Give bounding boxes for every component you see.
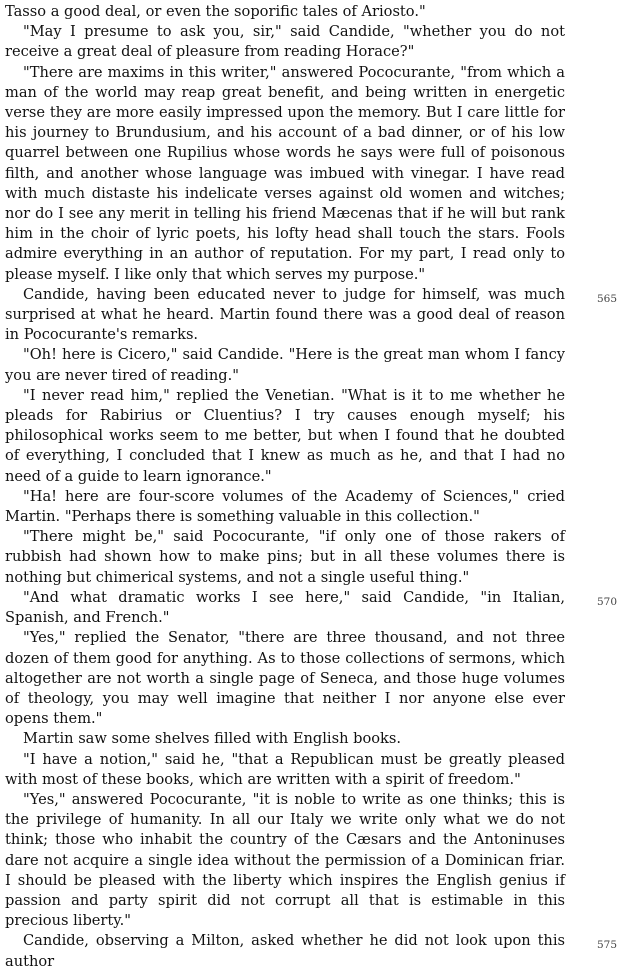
paragraph: "Oh! here is Cicero," said Candide. "Here is the great man whom I fancy you are never tired of reading." [5,346,565,384]
paragraph: Candide, having been educated never to judge for himself, was much surprised at what he heard. Martin found there was a good deal of reason in Pococurante's remarks. [5,285,565,344]
paragraph: "There might be," said Pococurante, "if only one of those rakers of rubbish had shown how to make pins; but in all these volumes there is nothing but chimerical systems, and not a single useful thing." [5,528,565,586]
paragraph: Candide, observing a Milton, asked whether he did not look upon this author [5,932,565,970]
paragraph: "May I presume to ask you, sir," said Candide, "whether you do not receive a great deal of pleasure from reading Horace?" [5,23,565,61]
paragraph: Tasso a good deal, or even the soporific tales of Ariosto." [5,3,426,20]
paragraph: "I never read him," replied the Venetian. "What is it to me whether he pleads for Rabirius or Cluentius? I try causes enough myself; his philosophical works seem to me better, but when I found that he doubted of everything, I concluded that I knew as much as he, and that I had no need of a guide to learn ignorance." [5,386,565,485]
paragraph: Martin saw some shelves filled with English books. [23,730,401,748]
paragraph: "There are maxims in this writer," answered Pococurante, "from which a man of the world may reap great benefit, and being written in energetic verse they are more easily impressed upon the memory. But I care little for his journey to Brundusium, and his account of a bad dinner, or of his low quarrel between one Rupilius whose words he says were full of poisonous filth, and another whose language was imbued with vinegar. I have read with much distaste his indelicate verses against old women and witches; nor do I see any merit in telling his friend Mæcenas that if he will but rank him in the choir of lyric poets, his lofty head shall touch the stars. Fools admire everything in an author of reputation. For my part, I read only to please myself. I like only that which serves my purpose." [5,63,565,283]
paragraph: "Ha! here are four-score volumes of the Academy of Sciences," cried Martin. "Perhaps there is something valuable in this collection." [5,487,565,526]
paragraph: "Yes," replied the Senator, "there are three thousand, and not three dozen of them good for anything. As to those collections of sermons, which altogether are not worth a single page of Seneca, and those huge volumes of theology, you may well imagine that neither I nor anyone else ever opens them." [5,629,565,728]
paragraph: "And what dramatic works I see here," said Candide, "in Italian, Spanish, and French." [5,588,565,627]
paragraph: "Yes," answered Pococurante, "it is noble to write as one thinks; this is the privilege of humanity. In all our Italy we write only what we do not think; those who inhabit the country of the Cæsars and the Antoninuses dare not acquire a single idea without the permission of a Dominican friar. I should be pleased with the liberty which inspires the English genius if passion and party spirit did not corrupt all that is estimable in this precious liberty." [5,790,565,930]
line-number: 570 [596,595,617,608]
paragraph: "I have a notion," said he, "that a Republican must be greatly pleased with most of these books, which are written with a spirit of freedom." [5,750,565,788]
paragraph-group [5,588,617,628]
line-number: 575 [596,939,617,952]
body-text [5,2,617,972]
line-number: 565 [596,292,617,305]
paragraph-group [5,931,617,971]
paragraph-group [5,285,617,346]
